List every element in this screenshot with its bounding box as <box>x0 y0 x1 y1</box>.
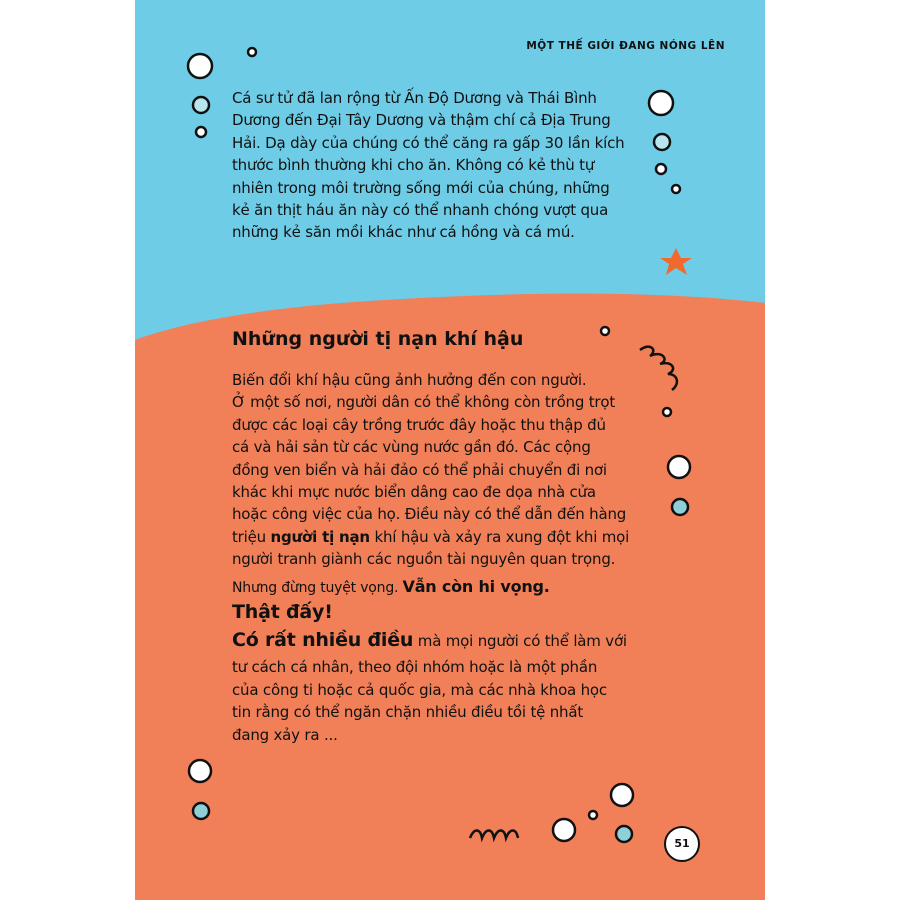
text: triệu <box>232 527 271 546</box>
emphasis: Vẫn còn hi vọng. <box>402 577 550 596</box>
text-line <box>232 576 627 599</box>
section-heading: Những người tị nạn khí hậu <box>232 328 524 350</box>
text-line: thước bình thường khi cho ăn. Không có kẻ thù tự <box>232 156 595 175</box>
text-line: được các loại cây trồng trước đây hoặc thu thập đủ <box>232 415 606 434</box>
section-paragraph <box>232 369 629 571</box>
book-page <box>135 0 765 900</box>
text-line: đang xảy ra ... <box>232 725 338 744</box>
intro-paragraph <box>232 87 624 244</box>
text-line: Ở một số nơi, người dân có thể không còn trồng trọt <box>232 393 616 412</box>
emphasis: người tị nạn <box>270 527 370 546</box>
squiggle-icon <box>640 347 677 390</box>
text: Nhưng đừng tuyệt vọng. <box>232 580 403 596</box>
page-number: 51 <box>664 826 700 862</box>
text-line: đồng ven biển và hải đảo có thể phải chuyển đi nơi <box>232 460 607 479</box>
text-line: khác khi mực nước biển dâng cao đe dọa nhà cửa <box>232 483 596 502</box>
text-line: của công ti hoặc cả quốc gia, mà các nhà khoa học <box>232 680 607 699</box>
text-line: Biến đổi khí hậu cũng ảnh hưởng đến con người. <box>232 371 587 389</box>
hope-paragraph <box>232 576 627 746</box>
text-line <box>232 625 627 656</box>
text-line: Hải. Dạ dày của chúng có thể căng ra gấp 30 lần kích <box>232 133 625 152</box>
text-line: tin rằng có thể ngăn chặn nhiều điều tồi tệ nhất <box>232 703 584 722</box>
text-line: Cá sư tử đã lan rộng từ Ấn Độ Dương và Thái Bình <box>232 89 597 107</box>
starfish-icon <box>660 248 692 275</box>
emphasis: Có rất nhiều điều <box>232 629 414 652</box>
text-line: kẻ ăn thịt háu ăn này có thể nhanh chóng vượt qua <box>232 201 609 220</box>
text-line: những kẻ săn mồi khác như cá hồng và cá mú. <box>232 223 575 242</box>
squiggle-icon <box>470 831 518 839</box>
running-header: MỘT THẾ GIỚI ĐANG NÓNG LÊN <box>526 40 725 52</box>
text-line: Dương đến Đại Tây Dương và thậm chí cả Địa Trung <box>232 111 611 130</box>
text-line: nhiên trong môi trường sống mới của chúng, những <box>232 178 610 197</box>
text-line: tư cách cá nhân, theo đội nhóm hoặc là một phần <box>232 658 598 677</box>
text: mà mọi người có thể làm với <box>413 632 627 651</box>
text-line: hoặc công việc của họ. Điều này có thể dẫn đến hàng <box>232 505 627 524</box>
text-line <box>232 526 629 548</box>
really-line: Thật đấy! <box>232 601 333 624</box>
text: khí hậu và xảy ra xung đột khi mọi <box>369 527 630 546</box>
text-line: cá và hải sản từ các vùng nước gần đó. Các cộng <box>232 438 591 457</box>
text-line: người tranh giành các nguồn tài nguyên quan trọng. <box>232 550 616 569</box>
